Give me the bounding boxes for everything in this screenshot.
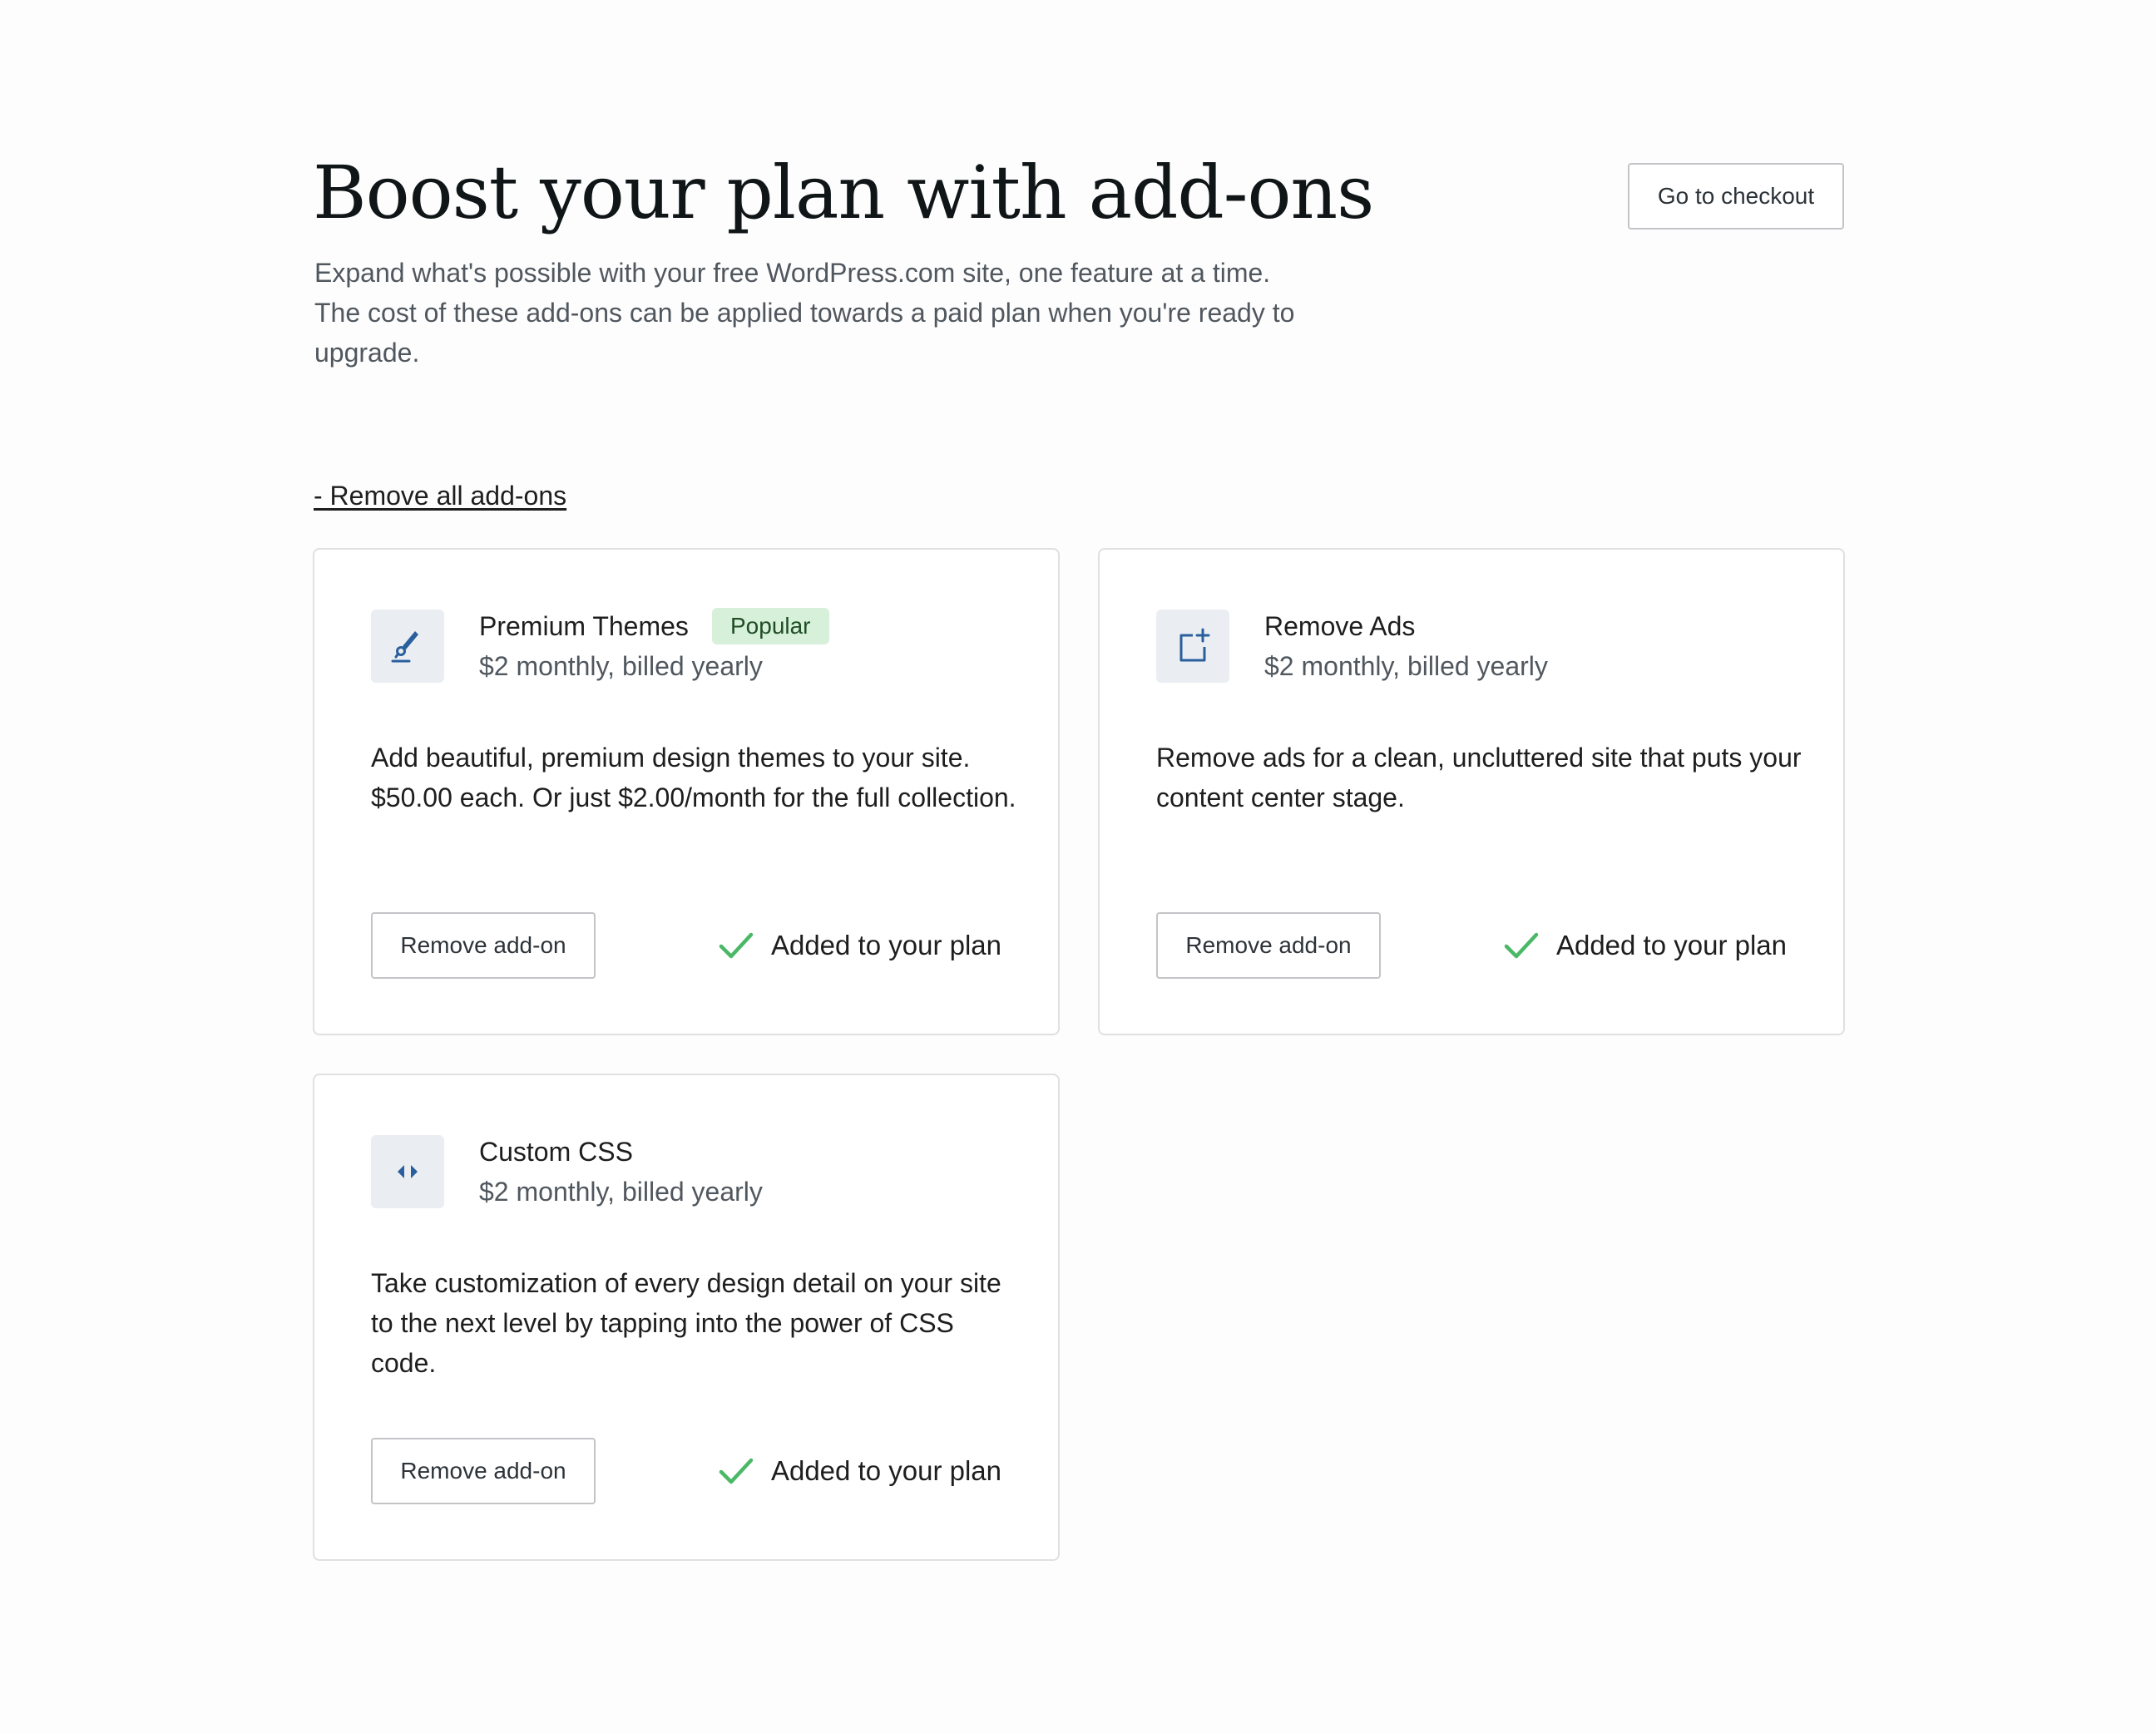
paintbrush-icon: [371, 610, 444, 683]
added-status-label: Added to your plan: [770, 930, 1001, 960]
added-status-label: Added to your plan: [1555, 930, 1787, 960]
added-status: [718, 1451, 1001, 1491]
addon-card-custom-css: [313, 1074, 1060, 1561]
addon-description: Add beautiful, premium design themes to your site. $50.00 each. Or just $2.00/month for the full collection.: [371, 743, 1016, 812]
addon-name: Premium Themes: [479, 611, 689, 641]
addon-description: Remove ads for a clean, uncluttered site that puts your content center stage.: [1156, 743, 1802, 812]
remove-addon-button[interactable]: Remove add-on: [371, 912, 596, 979]
addon-price: $2 monthly, billed yearly: [479, 1177, 763, 1207]
addon-price: $2 monthly, billed yearly: [479, 651, 763, 681]
remove-addon-button[interactable]: Remove add-on: [1156, 912, 1381, 979]
addon-price: $2 monthly, billed yearly: [1264, 651, 1548, 681]
page-title: Boost your plan with add-ons: [313, 150, 1374, 235]
code-icon: [371, 1135, 444, 1208]
checkmark-icon: [1503, 927, 1540, 964]
checkmark-icon: [718, 1453, 754, 1489]
remove-all-addons-link[interactable]: - Remove all add-ons: [314, 481, 567, 511]
addon-card-remove-ads: [1098, 548, 1845, 1035]
popular-badge: Popular: [712, 608, 829, 644]
checkmark-icon: [718, 927, 754, 964]
addon-description: Take customization of every design detail on your site to the next level by tapping into the power of CSS code.: [371, 1268, 1001, 1378]
addon-name: Custom CSS: [479, 1137, 633, 1167]
added-status-label: Added to your plan: [770, 1455, 1001, 1486]
remove-addon-button[interactable]: Remove add-on: [371, 1438, 596, 1504]
addon-name: Remove Ads: [1264, 611, 1416, 641]
added-status: [1503, 926, 1787, 965]
page-subtitle: Expand what's possible with your free WordPress.com site, one feature at a time. The cost of these add-ons can be applied towards a paid plan when you're ready to upgrade.: [314, 258, 1295, 368]
remove-ads-icon: [1156, 610, 1229, 683]
added-status: [718, 926, 1001, 965]
addon-card-premium-themes: [313, 548, 1060, 1035]
go-to-checkout-button[interactable]: Go to checkout: [1628, 163, 1844, 230]
